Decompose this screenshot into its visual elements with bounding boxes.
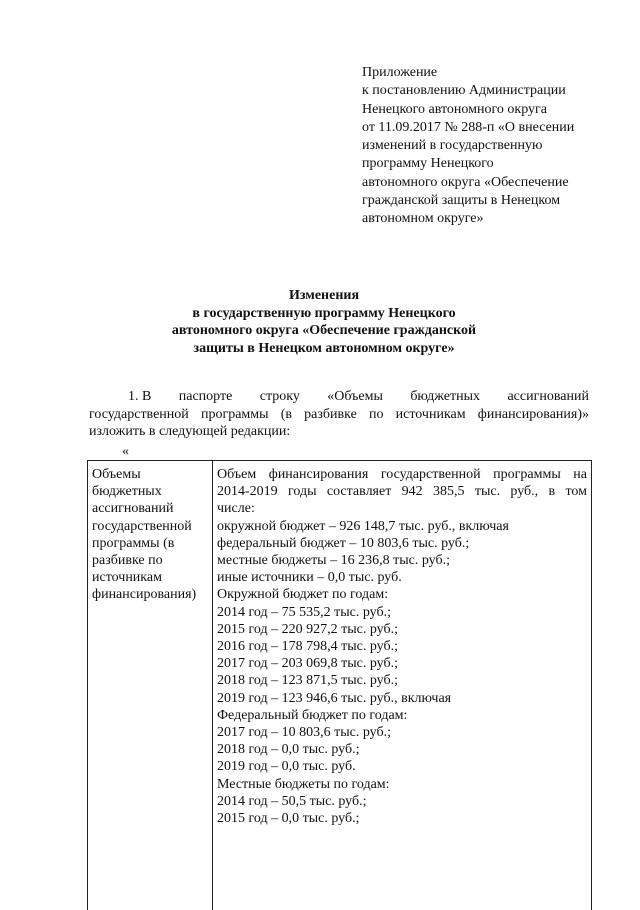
value-line: федеральный бюджет – 10 803,6 тыс. руб.; <box>217 535 470 551</box>
paragraph-word: 1. В <box>128 389 152 404</box>
paragraph-first-line <box>89 388 589 406</box>
value-line: 2017 год – 203 069,8 тыс. руб.; <box>217 656 398 672</box>
value-line: Объем финансирования государственной программы на <box>217 467 587 482</box>
value-line: 2019 год – 123 946,6 тыс. руб., включая <box>217 690 452 706</box>
paragraph-line: государственной программы (в разбивке по источникам финансирования)» <box>89 406 589 422</box>
appendix-line: автономном округе» <box>362 211 484 227</box>
value-line: 2019 год – 0,0 тыс. руб. <box>217 759 356 775</box>
column-divider <box>212 461 213 910</box>
label-line: государственной <box>92 518 192 534</box>
paragraph-line: изложить в следующей редакции: <box>89 424 291 439</box>
paragraph-word: строку <box>259 389 300 404</box>
label-line: программы (в <box>92 535 175 551</box>
value-line: окружной бюджет – 926 148,7 тыс. руб., включая <box>217 518 509 534</box>
appendix-line: к постановлению Администрации <box>362 83 566 99</box>
value-line: местные бюджеты – 16 236,8 тыс. руб.; <box>217 553 450 569</box>
heading-line: автономного округа «Обеспечение гражданской <box>171 323 477 338</box>
value-line: 2015 год – 0,0 тыс. руб.; <box>217 811 360 827</box>
paragraph-word: бюджетных <box>410 389 481 404</box>
value-line: 2014 год – 75 535,2 тыс. руб.; <box>217 604 391 620</box>
label-line: Объемы <box>92 467 141 482</box>
appendix-line: программу Ненецкого <box>362 156 494 172</box>
value-line: 2018 год – 0,0 тыс. руб.; <box>217 742 360 758</box>
label-line: разбивке по <box>92 553 163 569</box>
appendix-block <box>362 64 622 229</box>
paragraph-word: «Объемы <box>327 389 383 404</box>
instruction-paragraph <box>89 388 589 441</box>
appendix-line: Ненецкого автономного округа <box>362 101 547 117</box>
value-line: Федеральный бюджет по годам: <box>217 707 408 723</box>
appendix-line: изменений в государственную <box>362 138 543 154</box>
value-line: Окружной бюджет по годам: <box>217 587 389 603</box>
value-line: 2014 год – 50,5 тыс. руб.; <box>217 793 367 809</box>
appendix-line: от 11.09.2017 № 288-п «О внесении <box>362 119 575 135</box>
document-heading <box>60 287 588 357</box>
value-line: Местные бюджеты по годам: <box>217 776 390 792</box>
appendix-line: гражданской защиты в Ненецком <box>362 193 561 209</box>
funding-table <box>87 460 592 910</box>
heading-title: Изменения <box>288 288 360 303</box>
label-line: финансирования) <box>92 587 197 603</box>
label-line: бюджетных <box>92 484 162 500</box>
label-line: ассигнований <box>92 501 174 517</box>
value-line: 2015 год – 220 927,2 тыс. руб.; <box>217 621 398 637</box>
heading-line: защиты в Ненецком автономном округе» <box>193 340 455 356</box>
table-value-cell <box>217 466 587 827</box>
appendix-line: автономного округа «Обеспечение <box>362 174 569 190</box>
value-line: числе: <box>217 501 255 517</box>
value-line: 2018 год – 123 871,5 тыс. руб.; <box>217 673 398 689</box>
opening-quote: « <box>122 444 129 459</box>
paragraph-word: паспорте <box>178 389 233 404</box>
paragraph-word: ассигнований <box>507 389 589 404</box>
value-line: 2014-2019 годы составляет 942 385,5 тыс. руб., в том <box>217 484 587 500</box>
value-line: иные источники – 0,0 тыс. руб. <box>217 570 402 586</box>
value-line: 2016 год – 178 798,4 тыс. руб.; <box>217 639 398 655</box>
value-line: 2017 год – 10 803,6 тыс. руб.; <box>217 725 391 741</box>
heading-line: в государственную программу Ненецкого <box>192 305 456 321</box>
label-line: источникам <box>92 570 162 586</box>
table-label-cell <box>92 466 210 604</box>
appendix-line: Приложение <box>362 65 438 80</box>
